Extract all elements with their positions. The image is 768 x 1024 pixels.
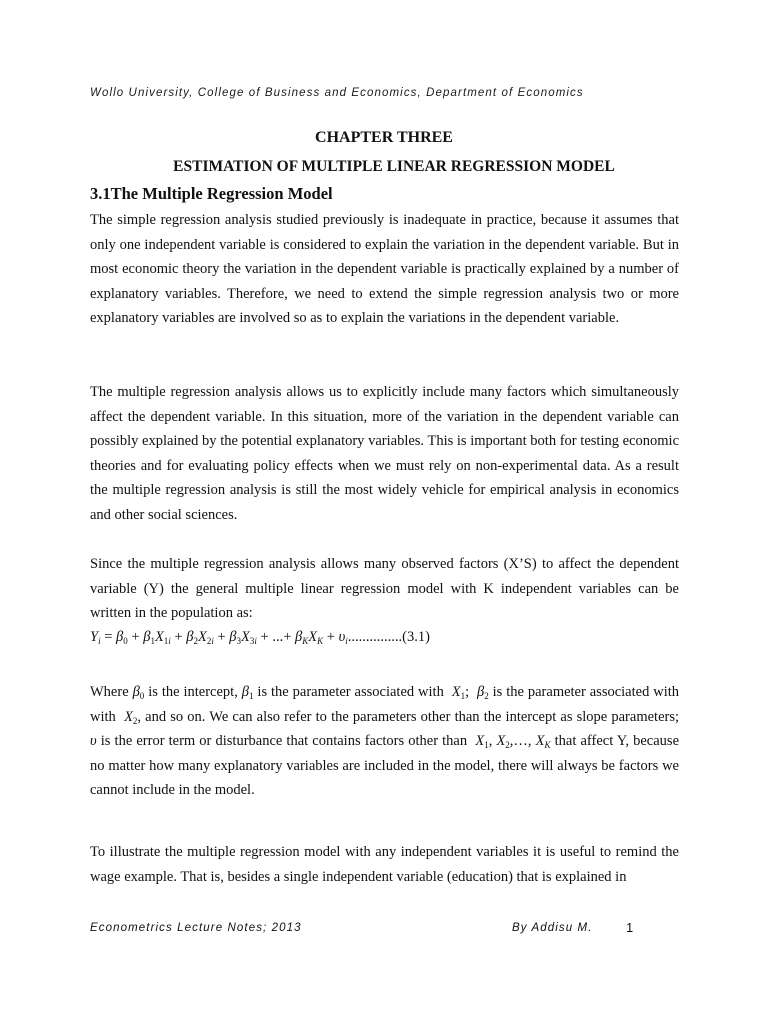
paragraph-general-model: Since the multiple regression analysis allows many observed factors (X’S) to affect the dependent variable (Y) the general multiple linear regression model with K independent variables can be written in the population as: bbox=[90, 556, 679, 622]
paragraph-where: Where $\beta_0$ is the intercept, $\beta_1$ is the parameter associated with $X_1$; $\beta_2$ is the parameter associated with with $X_2$, and so on. We can also refer to the parameters other than the intercept as slope parameters; υ is the error term or disturbance that contains factors other than $X_1$, $X_2,\dots$, $X_K$ that affect Y, because no matter how many explanatory variables are included in the model, there will always be factors we cannot include in the model. bbox=[90, 684, 680, 799]
chapter-label: CHAPTER THREE bbox=[315, 129, 453, 146]
footer-course: Econometrics Lecture Notes; 2013 bbox=[90, 922, 302, 934]
paragraph-illustrate: To illustrate the multiple regression model with any independent variables it is useful to remind the wage example. That is, besides a single independent variable (education) that is explained in bbox=[90, 844, 679, 885]
chapter-title: ESTIMATION OF MULTIPLE LINEAR REGRESSION MODEL bbox=[173, 158, 615, 175]
section-heading: 3.1The Multiple Regression Model bbox=[90, 184, 333, 203]
running-header: Wollo University, College of Business and Economics, Department of Economics bbox=[90, 87, 584, 99]
paragraph-multiple-regression: The multiple regression analysis allows us to explicitly include many factors which simultaneously affect the dependent variable. In this situation, more of the variation in the dependent variable can possibly explained by the potential explanatory variables. This is important both for testing economic theories and for evaluating policy effects when we must rely on non-experimental data. As a result the multiple regression analysis is still the most widely vehicle for empirical analysis in economics and other social sciences. bbox=[90, 384, 679, 523]
regression-equation: $Y_i = \beta_0 + \beta_1X_{1i} + \beta_2X_{2i} + \beta_3X_{3i}$ + ...+ $\beta_KX_K + \upsilon_i...............(3.1)$ bbox=[90, 629, 430, 646]
paragraph-intro: The simple regression analysis studied previously is inadequate in practice, because it assumes that only one independent variable is considered to explain the variation in the dependent variable. But in most economic theory the variation in the dependent variable is practically explained by a number of explanatory variables. Therefore, we need to extend the simple regression analysis two or more explanatory variables are involved so as to explain the variations in the dependent variable. bbox=[90, 212, 679, 327]
page-number: 1 bbox=[626, 920, 634, 935]
footer-author: By Addisu M. bbox=[512, 922, 593, 934]
equation-number: ...............(3.1) bbox=[347, 629, 430, 645]
